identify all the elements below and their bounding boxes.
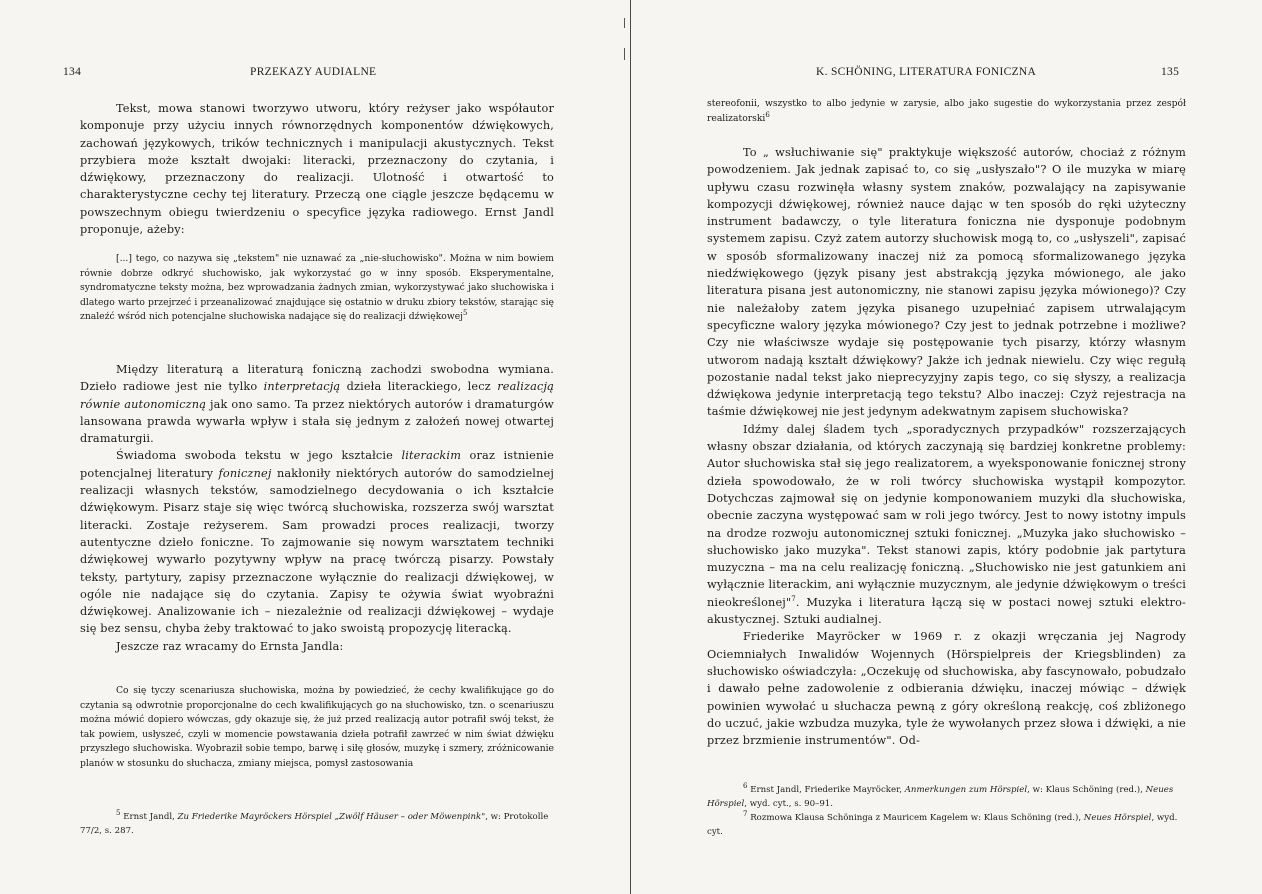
paragraph: Jeszcze raz wracamy do Ernsta Jandla: [116,639,344,653]
block-quote-jandl-1 [80,252,554,325]
paragraph: Idźmy dalej śladem tych „sporadycznych przypadków" rozszerzających własny obszar działania, od których zaczynają się bardziej konkretne problemy: Autor słuchowiska stał się jego realizatorem, a wyeksponowanie fonicznej strony dzieła spowodowało, że w roli twórcy słuchowiska wystąpił kompozytor. Dotychczas zajmował się on jedynie komponowaniem muzyki dla słuchowiska, obecnie zaczyna występować sam w roli jego twórcy. Jest to nowy istotny impuls na drodze rozwoju autonomicznej sztuki fonicznej. „Muzyka jako słuchowisko – słuchowisko jako muzyka". Tekst stanowi zapis, który podobnie jak partytura muzyczna – ma na celu realizację foniczną. „Słuchowisko nie jest gatunkiem ani wyłącznie literackim, ani wyłącznie muzycznym, ale jedynie dźwiękowym o treści nieokreślonej"$^7$. Muzyka i literatura łączą się w postaci nowej sztuki elektro-akustycznej. Sztuki audialnej. [707,422,1186,627]
paragraph: To „ wsłuchiwanie się" praktykuje większość autorów, chociaż z różnym powodzeniem. Jak jednak zapisać to, co się „usłyszało"? O ile muzyka w miarę upływu czasu rozwinęła własny system znaków, pozwalający na zapisywanie kompozycji dźwiękowej, również nauce dając w ten sposób do ręki użyteczny instrument badawczy, o tyle literatura foniczna nie dysponuje podobnym systemem zapisu. Czyż zatem autorzy słuchowisk mogą to, co „usłyszeli", zapisać w sposób sformalizowany inaczej niż za pomocą sformalizowanego języka niedźwiękowego (język pisany jest abstrakcją języka mówionego, ale jako literatura pisana jest autonomiczny, nie stanowi zapisu języka mówionego)? Czy nie należałoby zatem języka pisanego uzupełniać zapisem utrwalającym specyficzne walory języka mówionego? Czy jest to jednak potrzebne i możliwe? Czy nie właściwsze wydaje się postępowanie tych pisarzy, którzy własnym utworom nadają kształt dźwiękowy? Jakże ich jednak niewielu. Czy więc regułą pozostanie nadal tekst jako nieprecyzyjny zapis tego, co się słyszy, a realizacja dźwiękowa jedynie interpretacją tego tekstu? Albo inaczej: Czyż rejestracja na taśmie dźwiękowej nie jest jedynym adekwatnym zapisem słuchowiska? [707,146,1186,419]
right-running-head: K. SCHÖNING, LITERATURA FONICZNA [816,66,1037,78]
spine-mark [624,18,625,28]
right-main-text [707,144,1186,749]
footnote-ref: 6 [765,110,770,119]
right-page-number: 135 [1161,66,1180,78]
paragraph: Między literaturą a literaturą foniczną zachodzi swobodna wymiana. Dzieło radiowe jest nie tylko interpretacją dzieła literackiego, lecz realizacją równie autonomiczną jak ono samo. Ta przez niektórych autorów i dramaturgów lansowana prawda wywarła wpływ i stała się jednym z założeń nowej otwartej dramaturgii. [80,363,554,446]
quote-text: Co się tyczy scenariusza słuchowiska, można by powiedzieć, że cechy kwalifikujące go do czytania są odwrotnie proporcjonalne do cech kwalifikujących go na słuchowisko, tzn. o scenariuszu można mówić dopiero wówczas, gdy okazuje się, że już przed realizacją autor potrafił swój tekst, że tak powiem, usłyszeć, czyli w momencie powstawania dzieła potrafił zawrzeć w nim świat dźwięku przyszłego słuchowiska. Wyobraził sobie tempo, barwę i siłę głosów, muzykę i szmery, zróżnicowanie planów w stosunku do słuchacza, zmiany miejsca, pomysł zastosowania [80,685,554,769]
left-page-number: 134 [63,66,82,78]
footnote-6: $^6$ Ernst Jandl, Friederike Mayröcker, Anmerkungen zum Hörspiel, w: Klaus Schöning (red.), Neues Hörspiel, wyd. cyt., s. 90–91. [707,782,1174,809]
left-main-text-1 [80,100,554,238]
block-quote-continued: stereofonii, wszystko to albo jedynie w zarysie, albo jako sugestie do wykorzystania przez zespół realizatorski$^6$ [707,98,1186,124]
paragraph: Tekst, mowa stanowi tworzywo utworu, który reżyser jako współautor komponuje przy użyciu innych równorzędnych komponentów dźwiękowych, zachowań językowych, trików technicznych i manipulacji akustycznych. Tekst przybiera może kształt dwojaki: literacki, przeznaczony do czytania, i dźwiękowy, przeznaczony do realizacji. Ulotność i otwartość to charakterystyczne cechy tej literatury. Przeczą one ciągle jeszcze będącemu w powszechnym obiegu twierdzeniu o specyfice języka radiowego. Ernst Jandl proponuje, ażeby: [80,102,554,237]
footnote-5: $^5$ Ernst Jandl, Zu Friederike Mayröckers Hörspiel „Zwölf Häuser – oder Möwenpink", w: Protokolle 77/2, s. 287. [80,809,549,836]
footnotes-6-7 [707,783,1186,839]
left-main-text-2 [80,361,554,655]
block-quote-jandl-2 [80,684,554,772]
spine-mark [624,48,625,60]
paragraph: Świadoma swoboda tekstu w jego kształcie literackim oraz istnienie potencjalnej literatury fonicznej nakłoniły niektórych autorów do samodzielnej realizacji własnych tekstów, samodzielnego decydowania o ich kształcie dźwiękowym. Pisarz staje się więc twórcą słuchowiska, rozszerza swój warsztat literacki. Zostaje reżyserem. Sam prowadzi proces realizacji, tworzy autentyczne dzieło foniczne. To zajmowanie się nowym warsztatem techniki dźwiękowej wywarło pozytywny wpływ na pracę twórczą pisarzy. Powstały teksty, partytury, zapisy przeznaczone wyłącznie do realizacji dźwiękowej, w ogóle nie nadające się do czytania. Zapisy te ożywia świat wyobraźni dźwiękowej. Analizowanie ich – niezależnie od realizacji dźwiękowej – wydaje się bez sensu, chyba żeby traktować to jako swoistą propozycję literacką. [80,449,554,636]
footnote-ref: 5 [462,309,468,318]
left-running-head: PRZEKAZY AUDIALNE [250,66,377,78]
right-page [631,0,1262,894]
footnote-7: $^7$ Rozmowa Klausa Schöninga z Mauricem Kagelem w: Klaus Schöning (red.), Neues Hörspiel, wyd. cyt. [707,810,1178,837]
paragraph: Friederike Mayröcker w 1969 r. z okazji wręczania jej Nagrody Ociemniałych Inwalidów Wojennych (Hörspielpreis der Kriegsblinden) za słuchowisko oświadczyła: „Oczekuję od słuchowiska, aby fascynowało, pobudzało i dawało pełne zadowolenie z odbierania dźwięku, inaczej mówiąc – dźwięk powinien wywołać u słuchacza pewną z góry określoną reakcję, coś zbliżonego do uczuć, jakie wzbudza muzyka, tyle że wywołanych przez słowa i dźwięki, a nie przez brzmienie instrumentów". Od- [707,630,1186,748]
quote-text: [...] tego, co nazywa się „tekstem" nie uznawać za „nie-słuchowisko". Można w nim bowiem równie dobrze odkryć słuchowisko, jak wykorzystać go w inny sposób. Eksperymentalne, syndromatyczne teksty można, bez wprowadzania żadnych zmian, wykorzystywać jako słuchowiska i dlatego warto przejrzeć i przeanalizować znajdujące się ostatnio w druku zbiory tekstów, starając się znaleźć wśród nich potencjalne słuchowiska nadające się do realizacji dźwiękowej [80,253,554,323]
